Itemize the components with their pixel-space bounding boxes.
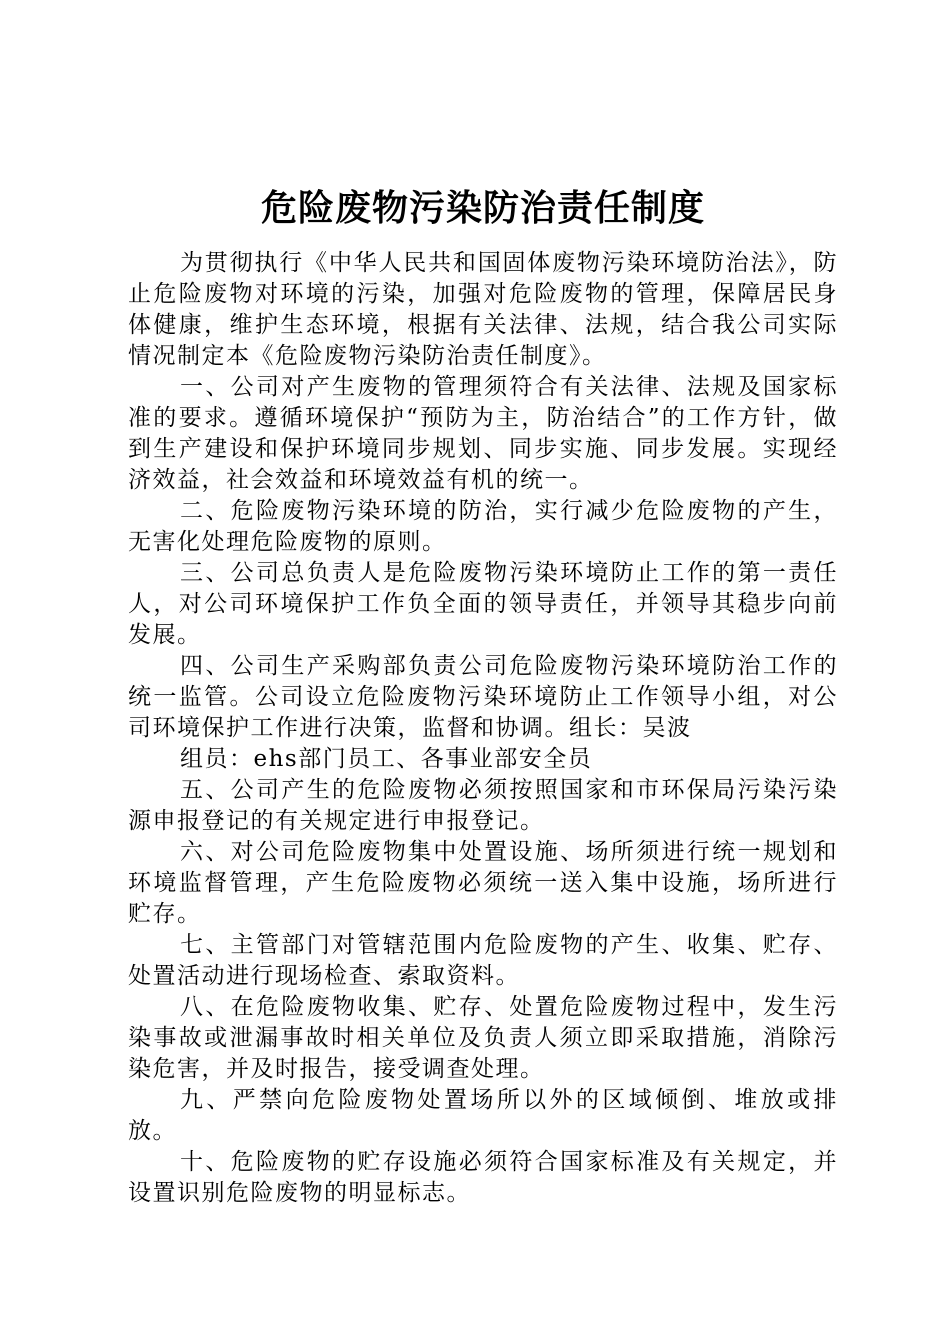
paragraph-article-8: 八、在危险废物收集、贮存、处置危险废物过程中，发生污染事故或泄漏事故时相关单位及负责人须立即采取措施，消除污染危害，并及时报告，接受调查处理。 xyxy=(128,994,838,1082)
paragraph-article-2: 二、危险废物污染环境的防治，实行减少危险废物的产生，无害化处理危险废物的原则。 xyxy=(128,498,838,555)
paragraph-article-6: 六、对公司危险废物集中处置设施、场所须进行统一规划和环境监督管理，产生危险废物必须统一送入集中设施，场所进行贮存。 xyxy=(128,839,838,927)
paragraph-article-4: 四、公司生产采购部负责公司危险废物污染环境防治工作的统一监管。公司设立危险废物污染环境防止工作领导小组，对公司环境保护工作进行决策，监督和协调。组长：吴波 xyxy=(128,653,838,741)
paragraph-article-3: 三、公司总负责人是危险废物污染环境防止工作的第一责任人，对公司环境保护工作负全面的领导责任，并领导其稳步向前发展。 xyxy=(128,560,838,648)
paragraph-article-7: 七、主管部门对管辖范围内危险废物的产生、收集、贮存、处置活动进行现场检查、索取资料。 xyxy=(128,932,838,989)
document-page xyxy=(128,180,838,1209)
paragraph-article-10: 十、危险废物的贮存设施必须符合国家标准及有关规定，并设置识别危险废物的明显标志。 xyxy=(128,1149,838,1206)
document-title: 危险废物污染防治责任制度 xyxy=(260,187,705,229)
paragraph-article-1: 一、公司对产生废物的管理须符合有关法律、法规及国家标准的要求。遵循环境保护“预防为主，防治结合”的工作方针，做到生产建设和保护环境同步规划、同步实施、同步发展。实现经济效益，社会效益和环境效益有机的统一。 xyxy=(128,374,838,493)
paragraph-article-5: 五、公司产生的危险废物必须按照国家和市环保局污染污染源申报登记的有关规定进行申报登记。 xyxy=(128,777,838,834)
paragraph-preamble: 为贯彻执行《中华人民共和国固体废物污染环境防治法》，防止危险废物对环境的污染，加强对危险废物的管理，保障居民身体健康，维护生态环境，根据有关法律、法规，结合我公司实际情况制定本《危险废物污染防治责任制度》。 xyxy=(128,250,838,369)
paragraph-article-9: 九、严禁向危险废物处置场所以外的区域倾倒、堆放或排放。 xyxy=(128,1087,838,1144)
paragraph-members: 组员：ehs部门员工、各事业部安全员 xyxy=(180,746,593,772)
